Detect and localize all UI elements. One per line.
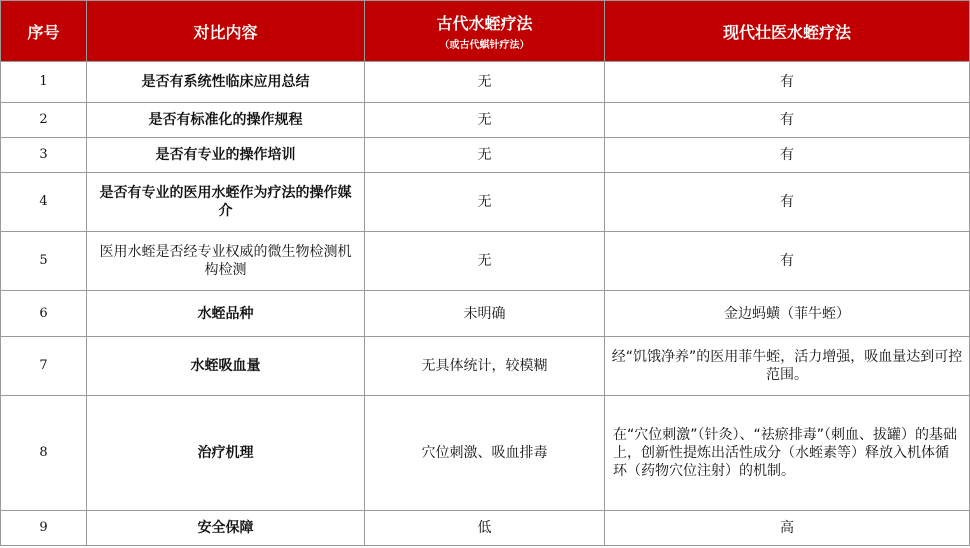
row-ancient: 未明确 bbox=[365, 291, 605, 337]
row-item: 水蛭品种 bbox=[87, 291, 365, 337]
header-ancient-subtitle: （或古代蜞针疗法） bbox=[439, 40, 530, 51]
table-row bbox=[1, 173, 970, 232]
row-number: 7 bbox=[1, 337, 87, 396]
row-modern: 有 bbox=[605, 62, 970, 103]
row-number: 4 bbox=[1, 173, 87, 232]
row-modern: 有 bbox=[605, 232, 970, 291]
row-modern: 在“穴位刺激”（针灸）、“祛瘀排毒”（刺血、拔罐）的基础上，创新性提炼出活性成分（水蛭素等）释放入机体循环（药物穴位注射）的机制。 bbox=[605, 396, 970, 511]
header-modern: 现代壮医水蛭疗法 bbox=[605, 1, 970, 62]
row-item: 水蛭吸血量 bbox=[87, 337, 365, 396]
table-row bbox=[1, 62, 970, 103]
row-modern: 有 bbox=[605, 138, 970, 173]
table-row bbox=[1, 232, 970, 291]
row-item: 是否有专业的操作培训 bbox=[87, 138, 365, 173]
row-ancient: 无 bbox=[365, 138, 605, 173]
row-modern: 高 bbox=[605, 511, 970, 546]
header-ancient bbox=[365, 1, 605, 62]
header-index: 序号 bbox=[1, 1, 87, 62]
row-number: 9 bbox=[1, 511, 87, 546]
row-item: 安全保障 bbox=[87, 511, 365, 546]
row-modern: 有 bbox=[605, 103, 970, 138]
header-row bbox=[1, 1, 970, 62]
row-item: 是否有专业的医用水蛭作为疗法的操作媒介 bbox=[87, 173, 365, 232]
row-ancient: 无 bbox=[365, 173, 605, 232]
row-item: 是否有系统性临床应用总结 bbox=[87, 62, 365, 103]
row-ancient: 无 bbox=[365, 232, 605, 291]
table-row bbox=[1, 291, 970, 337]
row-number: 6 bbox=[1, 291, 87, 337]
table-row bbox=[1, 396, 970, 511]
table-row bbox=[1, 103, 970, 138]
row-number: 5 bbox=[1, 232, 87, 291]
row-ancient: 低 bbox=[365, 511, 605, 546]
row-modern: 金边蚂蟥（菲牛蛭） bbox=[605, 291, 970, 337]
row-number: 1 bbox=[1, 62, 87, 103]
row-ancient: 无具体统计，较模糊 bbox=[365, 337, 605, 396]
row-number: 8 bbox=[1, 396, 87, 511]
row-item: 医用水蛭是否经专业权威的微生物检测机构检测 bbox=[87, 232, 365, 291]
table-row bbox=[1, 511, 970, 546]
row-number: 3 bbox=[1, 138, 87, 173]
row-ancient: 穴位刺激、吸血排毒 bbox=[365, 396, 605, 511]
header-ancient-title: 古代水蛭疗法 bbox=[436, 14, 533, 33]
row-item: 是否有标准化的操作规程 bbox=[87, 103, 365, 138]
table-row bbox=[1, 337, 970, 396]
row-item: 治疗机理 bbox=[87, 396, 365, 511]
header-content: 对比内容 bbox=[87, 1, 365, 62]
row-ancient: 无 bbox=[365, 103, 605, 138]
row-number: 2 bbox=[1, 103, 87, 138]
row-ancient: 无 bbox=[365, 62, 605, 103]
row-modern: 经“饥饿净养”的医用菲牛蛭，活力增强，吸血量达到可控范围。 bbox=[605, 337, 970, 396]
table-row bbox=[1, 138, 970, 173]
row-modern: 有 bbox=[605, 173, 970, 232]
